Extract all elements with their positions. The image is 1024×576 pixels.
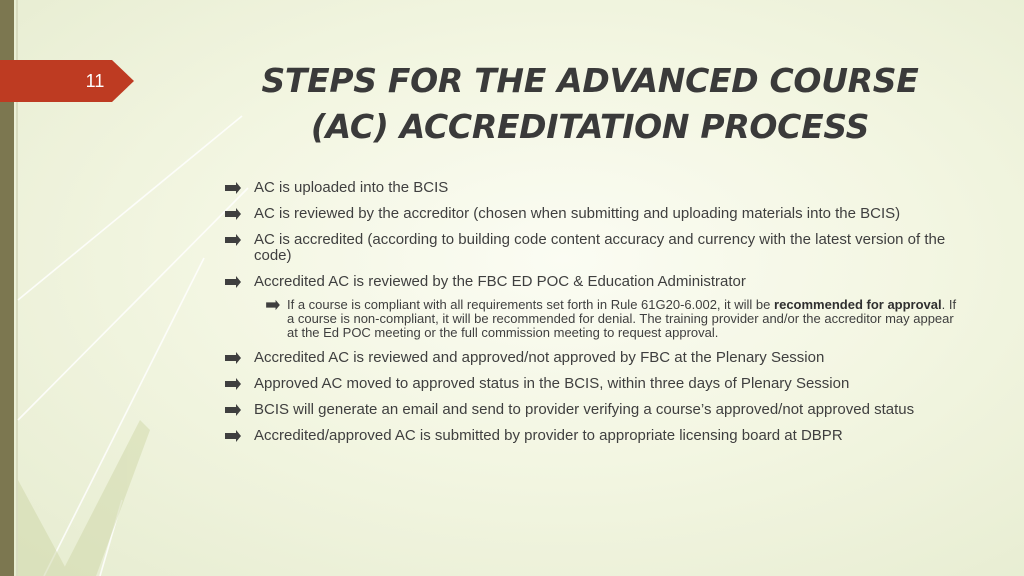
sub-bullet-text (287, 297, 956, 340)
bullet-text: Accredited AC is reviewed and approved/not approved by FBC at the Plenary Session (254, 349, 825, 366)
arrow-bullet-icon (224, 403, 242, 417)
sub-bullet-suffix: . If a course is non-compliant, it will be recommended for denial. The training provider and/or the accreditor may appear at the Ed POC meeting or the full commission meeting to request approval. (287, 297, 957, 340)
slide-title-line-2: (AC) ACCREDITATION PROCESS (310, 107, 870, 146)
bullet-text: BCIS will generate an email and send to provider verifying a course’s approved/not approved status (254, 401, 915, 418)
bullet-text: Accredited AC is reviewed by the FBC ED POC & Education Administrator (254, 273, 746, 290)
page-number: 11 (85, 71, 105, 91)
bullet-text: Approved AC moved to approved status in the BCIS, within three days of Plenary Session (254, 375, 850, 392)
bullet-text: AC is reviewed by the accreditor (chosen when submitting and uploading materials into the BCIS) (254, 205, 901, 222)
bullet-list (224, 180, 964, 454)
arrow-bullet-icon (224, 207, 242, 221)
bullet-item (224, 428, 964, 444)
sub-bullet-item (224, 298, 964, 340)
arrow-bullet-icon (224, 377, 242, 391)
bullet-text: AC is uploaded into the BCIS (254, 179, 449, 196)
bullet-text: AC is accredited (according to building code content accuracy and currency with the latest version of the code) (254, 231, 946, 264)
slide-title-line-1: STEPS FOR THE ADVANCED COURSE (261, 61, 919, 100)
bullet-item (224, 350, 964, 366)
arrow-bullet-icon (224, 351, 242, 365)
arrow-bullet-icon (224, 429, 242, 443)
arrow-bullet-icon (224, 275, 242, 289)
bullet-item (224, 402, 964, 418)
bullet-text: Accredited/approved AC is submitted by provider to appropriate licensing board at DBPR (254, 427, 843, 444)
bullet-item (224, 274, 964, 290)
arrow-bullet-icon (265, 299, 281, 311)
slide-title (240, 58, 940, 150)
bullet-item (224, 206, 964, 222)
bullet-item (224, 180, 964, 196)
page-number-tab (0, 60, 134, 102)
bullet-item (224, 232, 964, 264)
arrow-bullet-icon (224, 233, 242, 247)
sub-bullet-emphasis: recommended for approval (774, 297, 942, 312)
arrow-bullet-icon (224, 181, 242, 195)
bullet-item (224, 376, 964, 392)
sub-bullet-prefix: If a course is compliant with all requirements set forth in Rule 61G20-6.002, it will be (287, 297, 771, 312)
